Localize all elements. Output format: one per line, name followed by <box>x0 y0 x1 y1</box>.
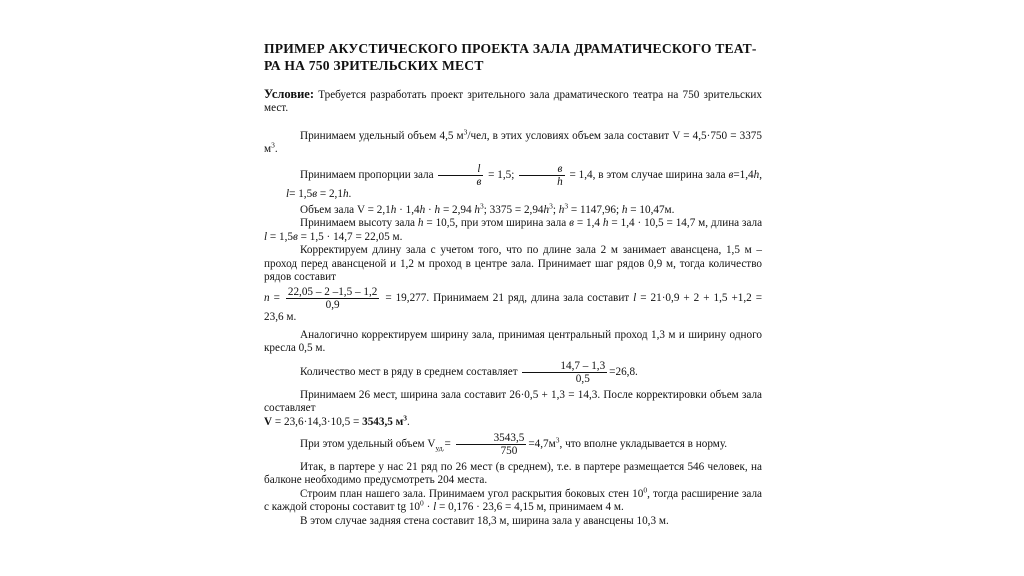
var: h <box>474 204 481 217</box>
text-span: =26,8. <box>609 365 638 378</box>
paragraph-seats-per-row <box>264 360 762 385</box>
var: l <box>264 230 268 243</box>
text-span: = 1,4 <box>576 217 601 230</box>
var: h <box>342 187 349 200</box>
text-span: = 1,4, в этом случае ширина зала <box>569 168 726 181</box>
text-span: = 10,47м. <box>630 204 675 217</box>
fraction-specific-volume <box>456 432 527 457</box>
var: n <box>264 292 270 305</box>
fraction-v-over-h <box>519 163 565 188</box>
fraction-denominator: 0,5 <box>575 372 590 385</box>
text-span: Объем зала V = 2,1 <box>300 204 391 217</box>
subscript: уд. <box>435 443 445 453</box>
var: h <box>753 168 760 181</box>
text-span: = 10,5, при этом ширина зала <box>426 217 567 230</box>
fraction-seats <box>522 360 607 385</box>
var: h <box>621 204 628 217</box>
paragraph-summary <box>264 461 762 488</box>
text-span: , что вполне укладывается в норму. <box>559 437 728 450</box>
var: h <box>390 204 397 217</box>
var: h <box>543 204 550 217</box>
var: h <box>434 204 441 217</box>
condition-text: Требуется разработать проект зрительного зала драматического театра на 750 зрительских мест. <box>264 89 762 115</box>
text-span: = 1,4 · 10,5 = 14,7 м, длина зала <box>611 217 763 230</box>
text-span: Принимаем 26 мест, ширина зала составит 26·0,5 + 1,3 = 14,3. После корректировки объем зала составляет <box>264 388 762 415</box>
paragraph-final-volume <box>264 412 762 429</box>
fraction-numerator: l <box>438 163 483 176</box>
title-line-2: РА НА 750 ЗРИТЕЛЬСКИХ МЕСТ <box>264 58 484 73</box>
paragraph-rows-formula <box>264 286 762 324</box>
text-span: , тогда расширение зала с каждой стороны составит tg 10 <box>264 487 762 514</box>
paragraph-specific-volume-check <box>264 432 762 457</box>
superscript: 3 <box>555 435 560 445</box>
condition-label: Условие: <box>264 87 314 101</box>
document-title <box>264 40 762 74</box>
paragraph-width-correction <box>264 329 762 356</box>
fraction-numerator: 22,05 – 2 –1,5 – 1,2 <box>287 286 378 299</box>
text-span: = 21·0,9 + 2 + 1,5 +1,2 = 23,6 м. <box>264 292 763 324</box>
paragraph-volume <box>264 201 762 217</box>
superscript: 0 <box>420 498 424 508</box>
fraction-denominator: 750 <box>500 444 518 457</box>
fraction-rows <box>286 286 380 311</box>
text-span: Корректируем длину зала с учетом того, что по длине зала 2 м занимает авансцена, 1,5 м – проход перед авансценой и 1,2 м проход в центре зала. Принимает шаг рядов 0,9 м, тогда количество рядов составит <box>264 244 762 284</box>
text-span: = 2,1 <box>319 187 343 200</box>
text-span: Принимаем высоту зала <box>300 217 415 230</box>
text-span: = 2,94 <box>442 204 472 217</box>
text-span: = 0,176 · 23,6 = 4,15 м, принимаем 4 м. <box>439 501 624 514</box>
superscript: 3 <box>463 127 468 137</box>
text-span: Итак, в партере у нас 21 ряд по 26 мест (в среднем), т.е. в партере размещается 546 человек, на балконе необходимо предусмотреть 204 места. <box>264 460 762 487</box>
fraction-denominator: 0,9 <box>325 299 340 312</box>
superscript: 3 <box>564 201 569 211</box>
var: в <box>569 217 574 230</box>
paragraph-length-correction <box>264 244 762 284</box>
paragraph-seats-accepted <box>264 389 762 416</box>
superscript: 0 <box>643 484 648 494</box>
paragraph-plan <box>264 484 762 515</box>
text-span: =1,4 <box>733 168 754 181</box>
var: в <box>312 187 318 200</box>
paragraph-back-wall <box>264 515 762 528</box>
superscript: 3 <box>403 412 408 422</box>
text-span: = 23,6·14,3·10,5 = <box>274 415 360 428</box>
var: в <box>728 168 734 181</box>
fraction-l-over-v <box>438 163 483 188</box>
text-span: = 1,5 <box>269 230 293 243</box>
paragraph-height <box>264 217 762 244</box>
text-span: = 1147,96; <box>570 204 620 217</box>
superscript: 3 <box>480 201 484 211</box>
var: h <box>558 204 565 217</box>
text-span: При этом удельный объем V <box>300 437 436 450</box>
text-span: /чел, в этих условиях объем зала составит V = 4,5·750 = 3375 м <box>264 129 762 156</box>
condition-paragraph <box>264 88 762 116</box>
fraction-denominator: в <box>476 175 482 188</box>
title-line-1: ПРИМЕР АКУСТИЧЕСКОГО ПРОЕКТА ЗАЛА ДРАМАТИЧЕСКОГО ТЕАТ- <box>264 41 757 56</box>
text-span: ; 3375 = 2,94 <box>483 204 544 217</box>
text-span: = 1,5; <box>488 168 515 181</box>
paragraph-proportions <box>264 163 762 201</box>
text-span: · <box>428 204 432 217</box>
text-span: . <box>407 415 410 428</box>
text-span: . <box>348 187 352 200</box>
superscript: 3 <box>271 140 275 150</box>
var: в <box>293 230 298 243</box>
text-span: = 1,5 · 14,7 = 22,05 м. <box>300 230 403 243</box>
text-span: Количество мест в ряду в среднем составляет <box>300 365 518 378</box>
fraction-denominator: h <box>557 175 563 188</box>
var: h <box>417 217 424 230</box>
text-span: Принимаем удельный объем 4,5 м <box>300 129 464 142</box>
text-span: . <box>274 143 278 156</box>
text-span: В этом случае задняя стена составит 18,3 м, ширина зала у авансцены 10,3 м. <box>300 514 669 527</box>
fraction-numerator: 3543,5 <box>456 432 527 445</box>
text-span: · 1,4 <box>399 204 420 217</box>
var: h <box>419 204 426 217</box>
document-page <box>264 40 762 528</box>
text-span: = 1,5 <box>289 187 313 200</box>
text-span: V <box>264 415 273 428</box>
text-span: · <box>426 501 431 514</box>
final-volume-value: 3543,5 м <box>362 415 404 428</box>
var: l <box>433 501 437 514</box>
var: h <box>602 217 609 230</box>
var: l <box>633 292 637 305</box>
fraction-numerator: в <box>519 163 565 176</box>
text-span: = 19,277. Принимаем 21 ряд, длина зала составит <box>385 292 630 305</box>
fraction-numerator: 14,7 – 1,3 <box>522 360 607 373</box>
text-span: Принимаем пропорции зала <box>300 168 434 181</box>
var: l <box>286 187 290 200</box>
text-span: =4,7м <box>528 437 556 450</box>
text-span: ; <box>552 204 556 217</box>
text-span: Аналогично корректируем ширину зала, принимая центральный проход 1,3 м и ширину одного кресла 0,5 м. <box>264 328 762 355</box>
superscript: 3 <box>549 201 553 211</box>
text-span: = <box>273 292 280 305</box>
paragraph-specific-volume <box>264 127 762 157</box>
text-span: Строим план нашего зала. Принимаем угол раскрытия боковых стен 10 <box>300 487 644 500</box>
text-span: = <box>444 437 451 450</box>
text-span: , <box>759 168 763 181</box>
